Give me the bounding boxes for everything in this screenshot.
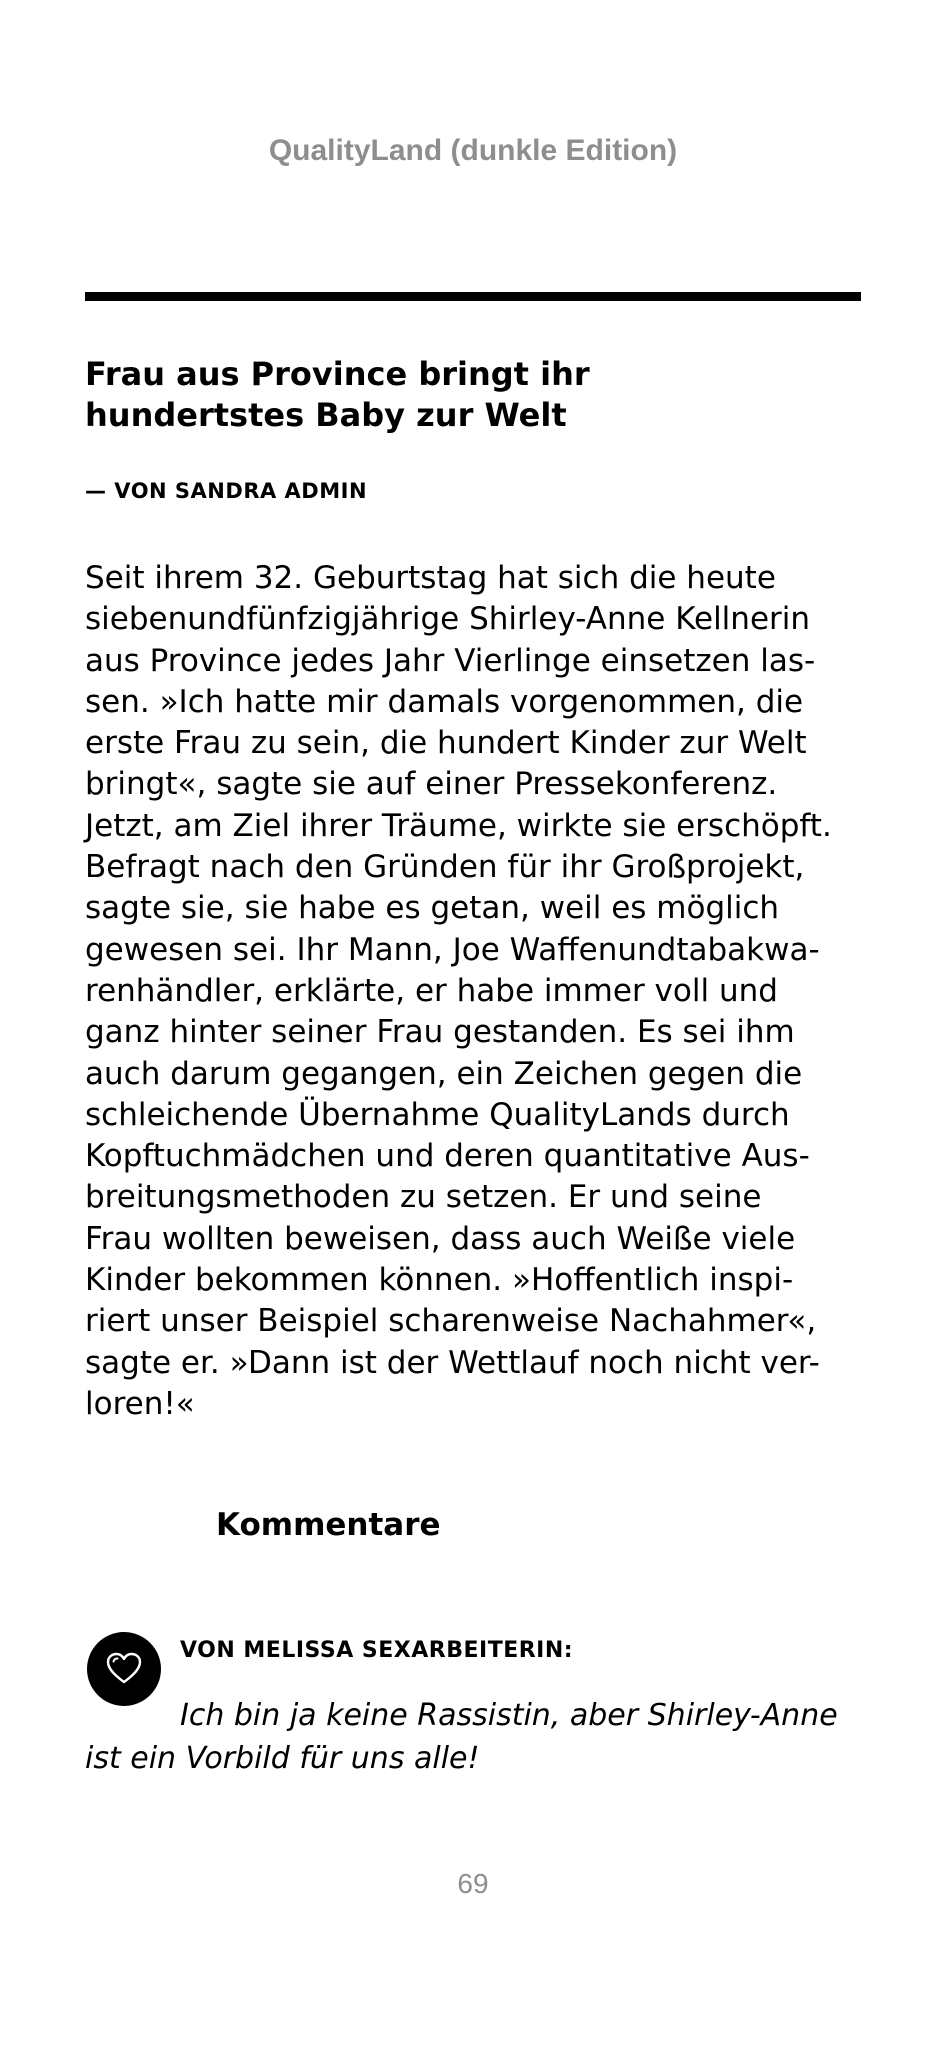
heart-icon (104, 1651, 144, 1687)
comment-author: VON MELISSA SEXARBEITERIN: (180, 1638, 574, 1663)
body-line: Befragt nach den Gründen für ihr Großprojekt, (85, 849, 805, 886)
article-byline: — VON SANDRA ADMIN (85, 479, 368, 503)
body-line: breitungsmethoden zu setzen. Er und seine (85, 1179, 762, 1216)
body-line: schleichende Übernahme QualityLands durch (85, 1096, 790, 1133)
comment-line: ist ein Vorbild für uns alle! (85, 1741, 480, 1776)
comment-text (85, 1694, 861, 1780)
body-line: loren!« (85, 1385, 195, 1422)
comments-heading: Kommentare (216, 1507, 441, 1543)
article-headline (85, 354, 765, 436)
comment-line: Ich bin ja keine Rassistin, aber Shirley-Anne (180, 1698, 838, 1733)
body-line: Kopftuchmädchen und deren quantitative Aus- (85, 1138, 810, 1175)
page-number: 69 (457, 1868, 489, 1899)
article-body (85, 558, 861, 1425)
article-divider (85, 292, 861, 301)
body-line: aus Province jedes Jahr Vierlinge einsetzen las- (85, 642, 816, 679)
body-line: sagte sie, sie habe es getan, weil es möglich (85, 890, 780, 927)
body-line: auch darum gegangen, ein Zeichen gegen die (85, 1055, 803, 1092)
body-line: riert unser Beispiel scharenweise Nachahmer«, (85, 1303, 817, 1340)
body-line: Seit ihrem 32. Geburtstag hat sich die heute (85, 560, 776, 596)
headline-line: Frau aus Province bringt ihr (85, 355, 590, 393)
body-line: sagte er. »Dann ist der Wettlauf noch nicht ver- (85, 1344, 820, 1381)
body-line: Frau wollten beweisen, dass auch Weiße viele (85, 1220, 796, 1257)
body-line: erste Frau zu sein, die hundert Kinder zur Welt (85, 725, 807, 762)
body-line: bringt«, sagte sie auf einer Pressekonferenz. (85, 766, 778, 803)
body-line: siebenundfünfzigjährige Shirley-Anne Kellnerin (85, 601, 811, 638)
body-line: sen. »Ich hatte mir damals vorgenommen, die (85, 683, 804, 720)
body-line: gewesen sei. Ihr Mann, Joe Waffenundtabakwa- (85, 931, 820, 968)
body-line: ganz hinter seiner Frau gestanden. Es sei ihm (85, 1014, 795, 1051)
body-line: Kinder bekommen können. »Hoffentlich inspi- (85, 1262, 794, 1299)
headline-line: hundertstes Baby zur Welt (85, 396, 567, 434)
body-line: Jetzt, am Ziel ihrer Träume, wirkte sie erschöpft. (85, 807, 832, 844)
book-title: QualityLand (dunkle Edition) (268, 134, 678, 167)
body-line: renhändler, erklärte, er habe immer voll und (85, 972, 778, 1009)
